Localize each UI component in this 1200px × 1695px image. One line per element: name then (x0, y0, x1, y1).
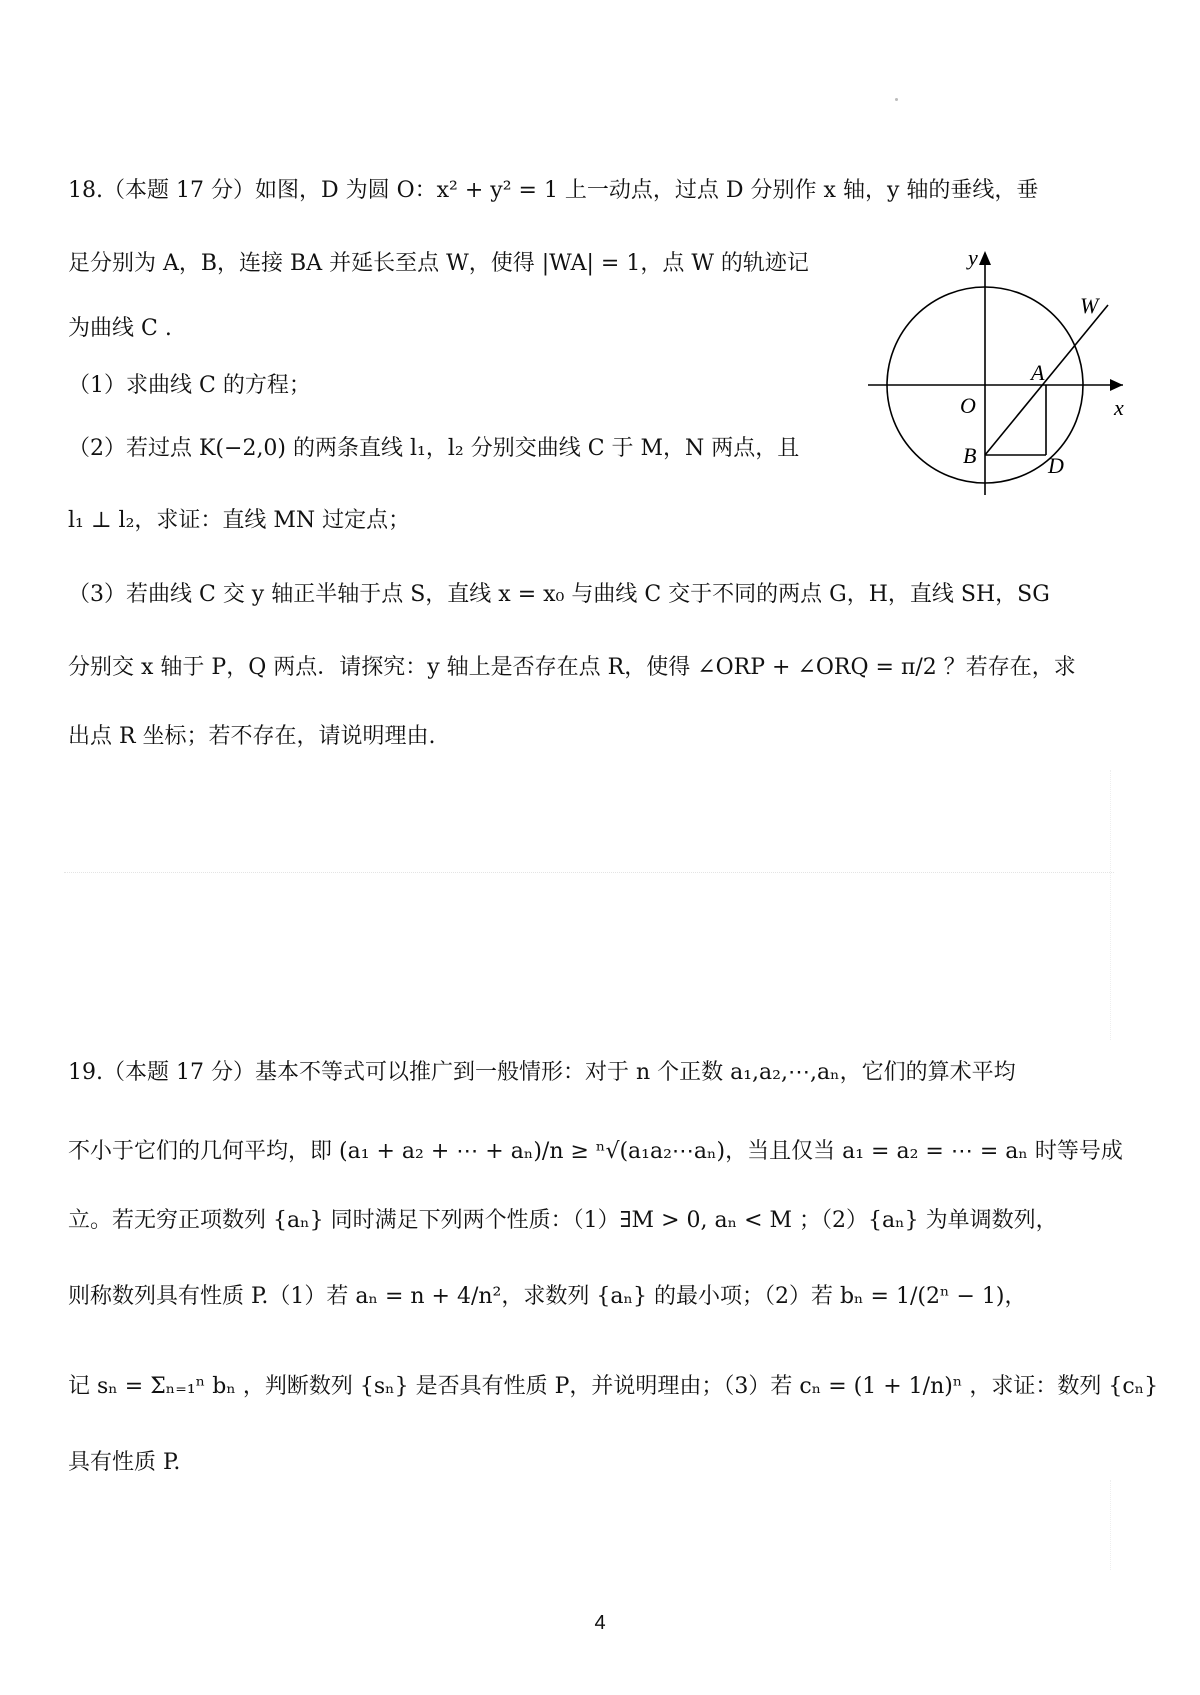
q18-line-3: 为曲线 C . (68, 316, 172, 341)
label-y: y (968, 245, 978, 270)
label-o: O (960, 393, 976, 418)
dotted-margin-line (1110, 770, 1111, 1040)
y-axis-arrow (979, 251, 991, 265)
dotted-divider (64, 872, 1114, 873)
x-axis-arrow (1110, 379, 1123, 391)
page-number: 4 (594, 1612, 606, 1634)
label-d: D (1048, 453, 1064, 478)
label-w: W (1080, 293, 1099, 318)
q18-part-1: （1）求曲线 C 的方程； (68, 373, 311, 398)
q19-line-6: 具有性质 P. (68, 1450, 181, 1475)
q18-line-1: 18.（本题 17 分）如图，D 为圆 O：x² + y² = 1 上一动点，过点 D 分别作 x 轴，y 轴的垂线，垂 (68, 178, 1039, 203)
q19-line-2: 不小于它们的几何平均，即 (a₁ + a₂ + ⋯ + aₙ)/n ≥ ⁿ√(a₁a₂⋯aₙ)，当且仅当 a₁ = a₂ = ⋯ = aₙ 时等号成 (68, 1139, 1123, 1164)
scan-speck (895, 98, 898, 101)
q18-part-2-a: （2）若过点 K(−2,0) 的两条直线 l₁，l₂ 分别交曲线 C 于 M，N 两点，且 (68, 436, 800, 461)
q18-part-3-b: 分别交 x 轴于 P，Q 两点．请探究：y 轴上是否存在点 R，使得 ∠ORP + ∠ORQ = π/2 ？若存在，求 (68, 655, 1076, 680)
q19-line-5: 记 sₙ = Σₙ₌₁ⁿ bₙ ，判断数列 {sₙ} 是否具有性质 P，并说明理由；（3）若 cₙ = (1 + 1/n)ⁿ ，求证：数列 {cₙ} (68, 1374, 1159, 1399)
q18-line-2: 足分别为 A，B，连接 BA 并延长至点 W，使得 |WA| = 1，点 W 的轨迹记 (68, 251, 809, 276)
q19-line-4: 则称数列具有性质 P.（1）若 aₙ = n + 4/n²，求数列 {aₙ} 的最小项；（2）若 bₙ = 1/(2ⁿ − 1)， (68, 1284, 1027, 1309)
label-b: B (963, 443, 977, 468)
q18-part-3-c: 出点 R 坐标；若不存在，请说明理由. (68, 724, 436, 749)
q19-line-1: 19.（本题 17 分）基本不等式可以推广到一般情形：对于 n 个正数 a₁,a₂,⋯,aₙ，它们的算术平均 (68, 1060, 1016, 1085)
q18-part-2-b: l₁ ⊥ l₂，求证：直线 MN 过定点； (68, 508, 411, 533)
label-a: A (1031, 360, 1045, 385)
circle-diagram (868, 245, 1133, 505)
label-x: x (1114, 395, 1124, 420)
dotted-margin-line-lower (1110, 1480, 1111, 1570)
q19-line-3: 立。若无穷正项数列 {aₙ} 同时满足下列两个性质：（1）∃M > 0, aₙ < M ；（2）{aₙ} 为单调数列， (68, 1208, 1058, 1233)
q18-part-3-a: （3）若曲线 C 交 y 轴正半轴于点 S，直线 x = x₀ 与曲线 C 交于不同的两点 G，H，直线 SH，SG (68, 582, 1050, 607)
